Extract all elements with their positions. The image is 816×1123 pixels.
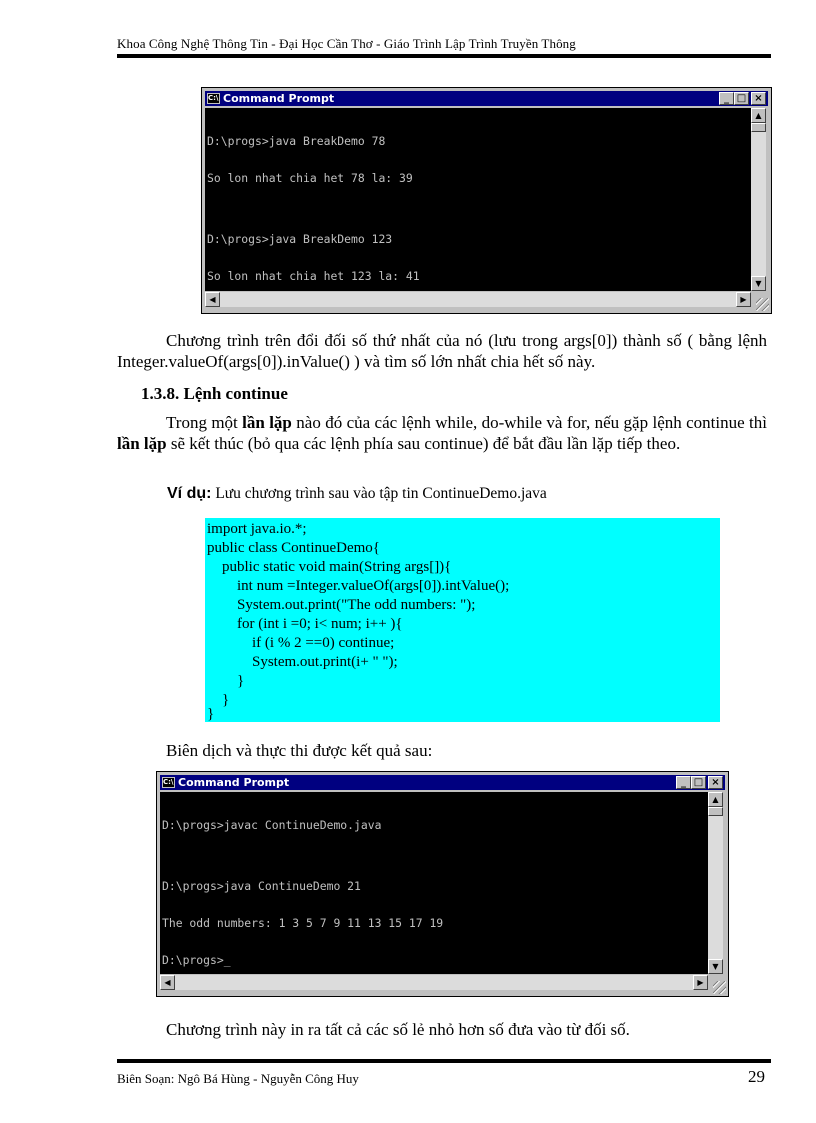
vertical-scrollbar[interactable] bbox=[708, 792, 723, 974]
minimize-button[interactable]: _ bbox=[719, 92, 734, 105]
page-number: 29 bbox=[748, 1067, 765, 1086]
console-output[interactable] bbox=[160, 792, 708, 974]
section-heading: 1.3.8. Lệnh continue bbox=[141, 384, 288, 403]
window-titlebar[interactable] bbox=[205, 91, 768, 106]
command-prompt-window-2 bbox=[156, 771, 729, 997]
scroll-down-arrow-icon[interactable]: ▼ bbox=[751, 276, 766, 291]
window-title: Command Prompt bbox=[223, 92, 335, 105]
code-line: public static void main(String args[]){ bbox=[207, 559, 452, 575]
code-line: for (int i =0; i< num; i++ ){ bbox=[207, 616, 403, 632]
console-line: D:\progs>java BreakDemo 78 bbox=[207, 134, 386, 149]
window-title: Command Prompt bbox=[178, 776, 290, 789]
paragraph-2-text: Trong một bbox=[166, 413, 243, 432]
horizontal-scrollbar[interactable] bbox=[205, 292, 751, 307]
code-line: } bbox=[207, 706, 215, 722]
footer-authors: Biên Soạn: Ngô Bá Hùng - Nguyễn Công Huy bbox=[117, 1071, 359, 1086]
scroll-thumb[interactable] bbox=[751, 123, 766, 132]
resize-grip-icon[interactable] bbox=[756, 298, 769, 311]
code-line: int num =Integer.valueOf(args[0]).intValue(); bbox=[207, 578, 510, 594]
paragraph-2-text: sẽ kết thúc (bỏ qua các lệnh phía sau continue) để bắt đầu lần lặp tiếp theo. bbox=[166, 434, 681, 453]
paragraph-3: Biên dịch và thực thi được kết quả sau: bbox=[166, 741, 433, 760]
scroll-left-arrow-icon[interactable]: ◀ bbox=[205, 292, 220, 307]
scroll-down-arrow-icon[interactable]: ▼ bbox=[708, 959, 723, 974]
console-icon: C:\ bbox=[163, 778, 174, 786]
scroll-right-arrow-icon[interactable]: ▶ bbox=[693, 975, 708, 990]
console-line: The odd numbers: 1 3 5 7 9 11 13 15 17 19 bbox=[162, 916, 444, 931]
window-controls bbox=[719, 92, 766, 105]
close-button[interactable]: × bbox=[751, 92, 766, 105]
scroll-up-arrow-icon[interactable]: ▲ bbox=[751, 108, 766, 123]
scroll-up-arrow-icon[interactable]: ▲ bbox=[708, 792, 723, 807]
horizontal-scrollbar[interactable] bbox=[160, 975, 708, 990]
console-line: D:\progs>java ContinueDemo 21 bbox=[162, 879, 361, 894]
paragraph-2-bold: lần lặp bbox=[117, 434, 167, 453]
command-prompt-window-1 bbox=[201, 87, 772, 314]
paragraph-2-bold: lần lặp bbox=[242, 413, 292, 432]
paragraph-2-text: nào đó của các lệnh while, do-while và for, nếu gặp lệnh continue thì bbox=[291, 413, 767, 432]
code-line: System.out.print("The odd numbers: "); bbox=[207, 597, 476, 613]
footer-rule bbox=[117, 1059, 771, 1063]
scroll-left-arrow-icon[interactable]: ◀ bbox=[160, 975, 175, 990]
maximize-button[interactable]: □ bbox=[734, 92, 749, 105]
maximize-button[interactable]: □ bbox=[691, 776, 706, 789]
console-line: D:\progs>java BreakDemo 123 bbox=[207, 232, 393, 247]
console-line: D:\progs>_ bbox=[162, 952, 231, 967]
header-rule bbox=[117, 54, 771, 58]
code-line: import java.io.*; bbox=[207, 521, 307, 537]
example-text: Lưu chương trình sau vào tập tin ContinueDemo.java bbox=[211, 485, 547, 502]
code-line: System.out.print(i+ " "); bbox=[207, 654, 398, 670]
example-label: Ví dụ: bbox=[167, 485, 212, 502]
vertical-scrollbar[interactable] bbox=[751, 108, 766, 291]
code-line: } bbox=[207, 673, 245, 689]
console-line: So lon nhat chia het 123 la: 41 bbox=[207, 268, 420, 283]
console-line: D:\progs>javac ContinueDemo.java bbox=[162, 818, 382, 833]
close-button[interactable]: × bbox=[708, 776, 723, 789]
paragraph-4: Chương trình này in ra tất cả các số lẻ nhỏ hơn số đưa vào từ đối số. bbox=[166, 1020, 630, 1039]
scroll-thumb[interactable] bbox=[708, 807, 723, 816]
window-controls bbox=[676, 776, 723, 789]
console-output[interactable] bbox=[205, 108, 751, 291]
example-line bbox=[167, 485, 547, 503]
console-line: So lon nhat chia het 78 la: 39 bbox=[207, 171, 413, 186]
window-titlebar[interactable] bbox=[160, 775, 725, 790]
console-icon: C:\ bbox=[208, 94, 219, 102]
resize-grip-icon[interactable] bbox=[713, 981, 726, 994]
code-line: } bbox=[207, 692, 230, 708]
code-line: if (i % 2 ==0) continue; bbox=[207, 635, 395, 651]
paragraph-2 bbox=[117, 412, 767, 454]
code-line: public class ContinueDemo{ bbox=[207, 540, 381, 556]
paragraph-1: Chương trình trên đổi đối số thứ nhất của nó (lưu trong args[0]) thành số ( bằng lệnh Integer.valueOf(args[0]).inValue() ) và tìm số lớn nhất chia hết số này. bbox=[117, 331, 767, 371]
minimize-button[interactable]: _ bbox=[676, 776, 691, 789]
scroll-right-arrow-icon[interactable]: ▶ bbox=[736, 292, 751, 307]
page-header: Khoa Công Nghệ Thông Tin - Đại Học Cần Thơ - Giáo Trình Lập Trình Truyền Thông bbox=[117, 36, 576, 51]
